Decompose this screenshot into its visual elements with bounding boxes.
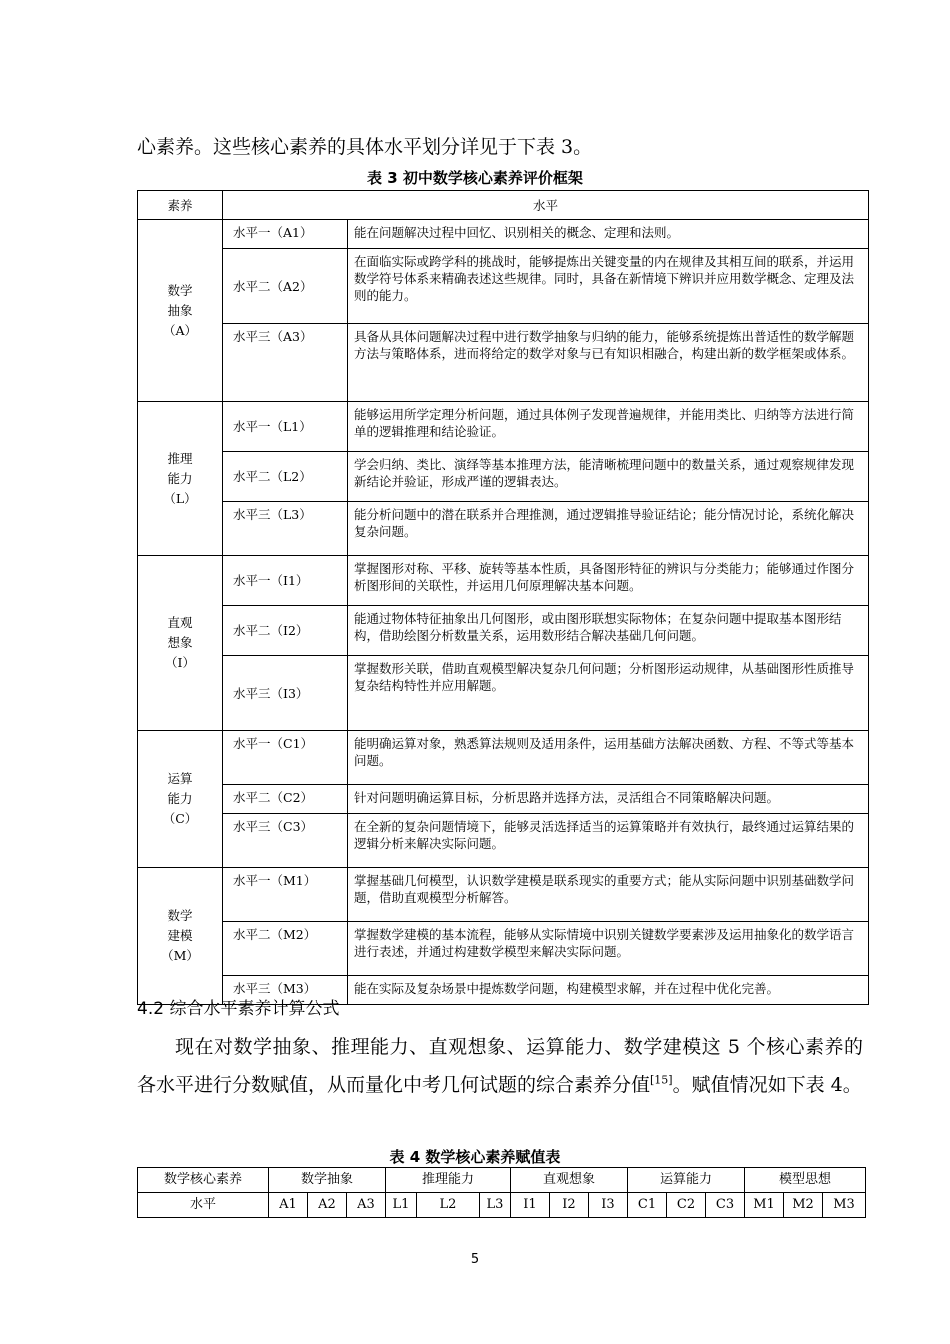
header-level: 水平 (223, 191, 869, 220)
table-row (138, 922, 869, 976)
table-row (138, 731, 869, 785)
table-row (138, 814, 869, 868)
level-cell: M1 (745, 1193, 784, 1218)
level-description: 能在问题解决过程中回忆、识别相关的概念、定理和法则。 (348, 220, 869, 249)
level-description: 学会归纳、类比、演绎等基本推理方法，能清晰梳理问题中的数量关系，通过观察规律发现新结论并验证，形成严谨的逻辑表达。 (348, 452, 869, 502)
table3-caption: 表 3 初中数学核心素养评价框架 (367, 169, 583, 187)
table-row (138, 656, 869, 731)
group-header: 推理能力 (386, 1168, 511, 1193)
level-cell: L2 (417, 1193, 480, 1218)
dimension-cell-reasoning: 推理 能力 （L） (138, 402, 223, 556)
header-dimension: 素养 (138, 191, 223, 220)
level-cell: C1 (628, 1193, 667, 1218)
level-cell: A1 (269, 1193, 308, 1218)
row-header-level: 水平 (138, 1193, 269, 1218)
level-description: 能明确运算对象，熟悉算法规则及适用条件，运用基础方法解决函数、方程、不等式等基本问题。 (348, 731, 869, 785)
level-label: 水平三（M3） (223, 976, 348, 1005)
level-description: 能够运用所学定理分析问题，通过具体例子发现普遍规律，并能用类比、归纳等方法进行简单的逻辑推理和结论验证。 (348, 402, 869, 452)
level-label: 水平二（A2） (223, 249, 348, 324)
group-header: 模型思想 (745, 1168, 866, 1193)
level-cell: A2 (308, 1193, 347, 1218)
level-label: 水平三（I3） (223, 656, 348, 731)
table-row (138, 220, 869, 249)
table-row (138, 785, 869, 814)
group-header: 数学抽象 (269, 1168, 386, 1193)
table-row (138, 249, 869, 324)
level-cell: L3 (480, 1193, 511, 1218)
level-cell: I1 (511, 1193, 550, 1218)
level-label: 水平三（L3） (223, 502, 348, 556)
level-label: 水平二（I2） (223, 606, 348, 656)
dimension-cell-abstraction: 数学 抽象 （A） (138, 220, 223, 402)
level-cell: A3 (347, 1193, 386, 1218)
level-label: 水平二（L2） (223, 452, 348, 502)
table-row (138, 556, 869, 606)
citation-ref[interactable]: [15] (650, 1073, 673, 1087)
dimension-cell-operation: 运算 能力 （C） (138, 731, 223, 868)
level-label: 水平三（C3） (223, 814, 348, 868)
dimension-cell-modeling: 数学 建模 （M） (138, 868, 223, 1005)
level-cell: I3 (589, 1193, 628, 1218)
level-description: 掌握基础几何模型，认识数学建模是联系现实的重要方式；能从实际问题中识别基础数学问题，借助直观模型分析解答。 (348, 868, 869, 922)
level-cell: C3 (706, 1193, 745, 1218)
table-header-row (138, 1168, 866, 1193)
section-heading: 4.2 综合水平素养计算公式 (137, 999, 340, 1019)
level-description: 具备从具体问题解决过程中进行数学抽象与归纳的能力，能够系统提炼出普适性的数学解题方法与策略体系，进而将给定的数学对象与已有知识相融合，构建出新的数学框架或体系。 (348, 324, 869, 402)
level-label: 水平三（A3） (223, 324, 348, 402)
level-label: 水平一（L1） (223, 402, 348, 452)
level-label: 水平一（M1） (223, 868, 348, 922)
level-description: 能分析问题中的潜在联系并合理推测，通过逻辑推导验证结论；能分情况讨论，系统化解决复杂问题。 (348, 502, 869, 556)
level-description: 掌握数形关联，借助直观模型解决复杂几何问题；分析图形运动规律，从基础图形性质推导复杂结构特性并应用解题。 (348, 656, 869, 731)
level-cell: M2 (784, 1193, 823, 1218)
table-row (138, 452, 869, 502)
level-description: 掌握图形对称、平移、旋转等基本性质，具备图形特征的辨识与分类能力；能够通过作图分析图形间的关联性，并运用几何原理解决基本问题。 (348, 556, 869, 606)
level-label: 水平二（C2） (223, 785, 348, 814)
group-header: 直观想象 (511, 1168, 628, 1193)
level-description: 在面临实际或跨学科的挑战时，能够提炼出关键变量的内在规律及其相互间的联系，并运用数学符号体系来精确表述这些规律。同时，具备在新情境下辨识并应用数学概念、定理及法则的能力。 (348, 249, 869, 324)
table-row (138, 606, 869, 656)
table-header-row (138, 191, 869, 220)
table3-core-literacy-framework (137, 190, 869, 1005)
body-paragraph: 现在对数学抽象、推理能力、直观想象、运算能力、数学建模这 5 个核心素养的各水平进行分数赋值，从而量化中考几何试题的综合素养分值[15]。赋值情况如下表 4。 (137, 1036, 863, 1096)
table-row (138, 1193, 866, 1218)
level-label: 水平一（C1） (223, 731, 348, 785)
level-description: 掌握数学建模的基本流程，能够从实际情境中识别关键数学要素涉及运用抽象化的数学语言进行表述，并通过构建数学模型来解决实际问题。 (348, 922, 869, 976)
level-description: 针对问题明确运算目标，分析思路并选择方法，灵活组合不同策略解决问题。 (348, 785, 869, 814)
level-description: 能通过物体特征抽象出几何图形，或由图形联想实际物体；在复杂问题中提取基本图形结构，借助绘图分析数量关系，运用数形结合解决基础几何问题。 (348, 606, 869, 656)
table-row (138, 324, 869, 402)
level-label: 水平一（A1） (223, 220, 348, 249)
table4-literacy-scoring (137, 1167, 866, 1218)
row-header-literacy: 数学核心素养 (138, 1168, 269, 1193)
table-row (138, 402, 869, 452)
level-cell: M3 (823, 1193, 866, 1218)
page-number: 5 (470, 1252, 480, 1267)
level-cell: L1 (386, 1193, 417, 1218)
level-label: 水平二（M2） (223, 922, 348, 976)
level-description: 在全新的复杂问题情境下，能够灵活选择适当的运算策略并有效执行，最终通过运算结果的逻辑分析来解决实际问题。 (348, 814, 869, 868)
table-row (138, 502, 869, 556)
dimension-cell-intuition: 直观 想象 （I） (138, 556, 223, 731)
intro-text: 心素养。这些核心素养的具体水平划分详见于下表 3。 (137, 136, 593, 158)
table-row (138, 868, 869, 922)
group-header: 运算能力 (628, 1168, 745, 1193)
table4-caption: 表 4 数学核心素养赋值表 (389, 1148, 561, 1166)
level-cell: I2 (550, 1193, 589, 1218)
level-cell: C2 (667, 1193, 706, 1218)
level-description: 能在实际及复杂场景中提炼数学问题，构建模型求解，并在过程中优化完善。 (348, 976, 869, 1005)
level-label: 水平一（I1） (223, 556, 348, 606)
